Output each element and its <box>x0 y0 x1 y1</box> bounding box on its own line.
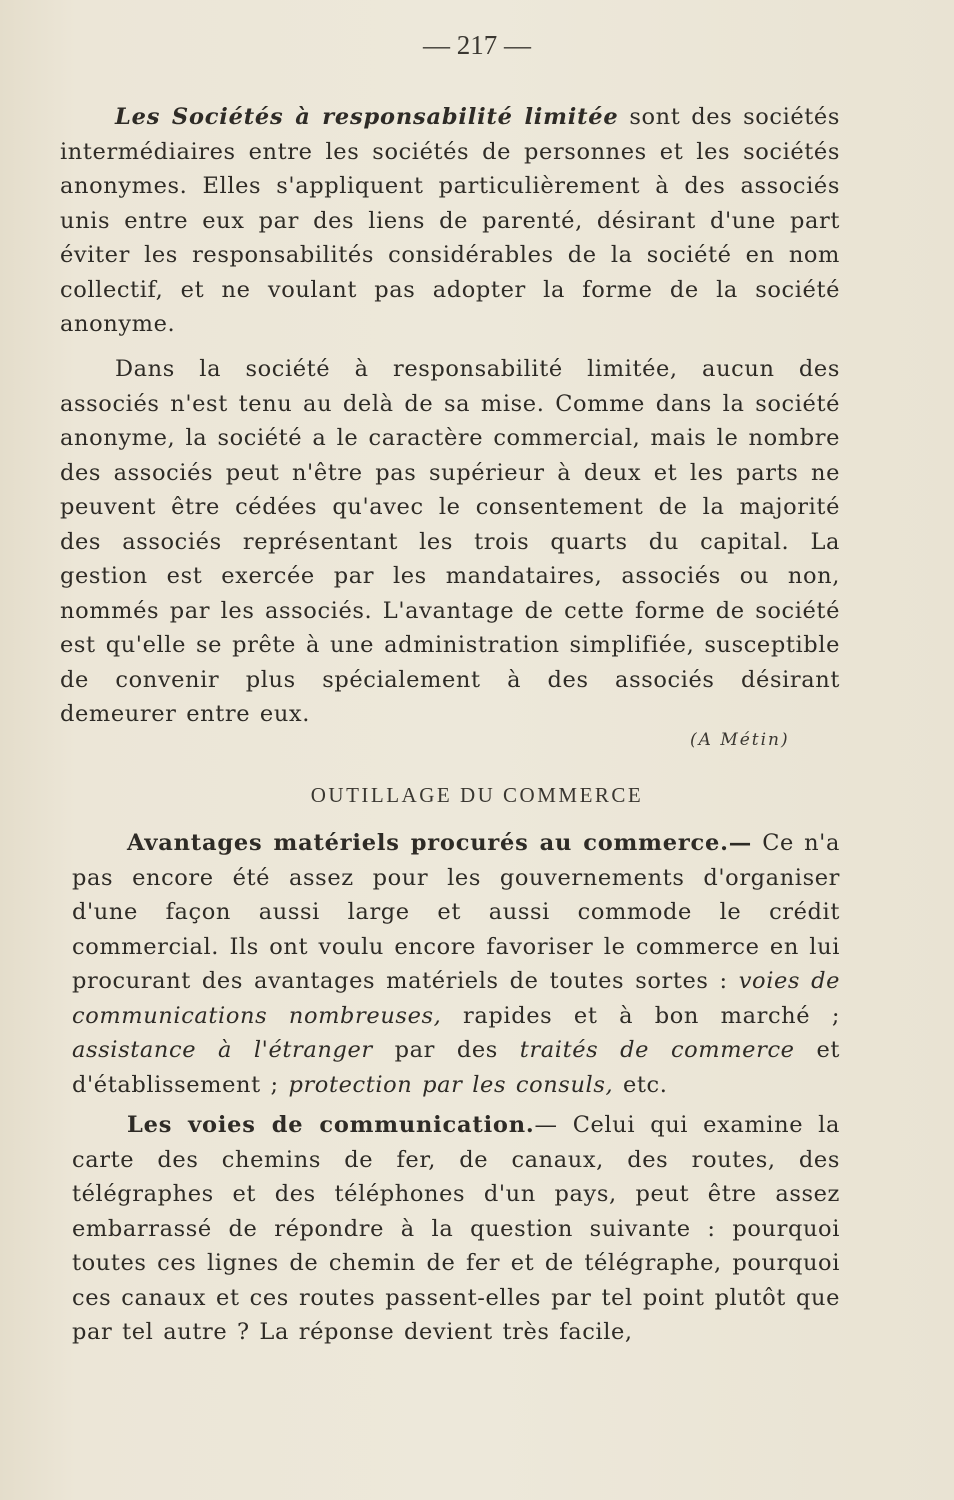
paragraph-responsabilite-associes <box>60 352 840 732</box>
paragraph-avantages-materiels: Avantages matériels procurés au commerce.— Ce n'a pas encore été assez pour les gouvernements d'organiser d'une façon aussi large et aussi commode le crédit commercial. Ils ont voulu encore favoriser le commerce en lui procurant des avantages matériels de toutes sortes : voies de communications nombreuses, rapides et à bon marché ; assistance à l'étranger par des traités de commerce et d'établissement ; protection par les consuls, etc. <box>72 830 841 1098</box>
emphasis-voies-communications: voies de communications nombreuses, <box>72 968 840 1029</box>
emphasis-traites-commerce: traités de commerce <box>519 1037 795 1063</box>
section-heading: OUTILLAGE DU COMMERCE <box>310 783 644 807</box>
paragraph-voies-communication <box>72 1108 840 1350</box>
subheading-voies-communication: Les voies de communication. <box>127 1112 535 1138</box>
paragraph-societes-responsabilite-limitee <box>60 100 840 342</box>
subheading-avantages-materiels: Avantages matériels procurés au commerce.— <box>127 830 753 856</box>
paragraph-4-text: — Celui qui examine la carte des chemins de fer, de canaux, des routes, des télégraphes et des téléphones d'un pays, peut être assez embarrassé de répondre à la question suivante : pourquoi toutes ces lignes de chemin de fer et de télégraphe, pourquoi ces canaux et ces routes passent-elles par tel point plutôt que par tel autre ? La réponse devient très facile, <box>72 1112 840 1345</box>
paragraph-1-text: sont des sociétés intermédiaires entre les sociétés de personnes et les sociétés anonymes. Elles s'appliquent particulièrement à des associés unis entre eux par des liens de parenté, désirant d'une part éviter les responsabilités considérables de la société en nom collectif, et ne voulant pas adopter la forme de la société anonyme. <box>60 104 840 337</box>
page-number: — 217 — <box>423 30 531 60</box>
attribution: (A Métin) <box>690 730 790 750</box>
emphasis-assistance-etranger: assistance à l'étranger <box>72 1037 373 1063</box>
emphasis-protection-consuls: protection par les consuls, <box>288 1071 614 1098</box>
paragraph-2-text: Dans la société à responsabilité limitée, aucun des associés n'est tenu au delà de sa mise. Comme dans la société anonyme, la société a le caractère commercial, mais le nombre des associés peut n'être pas supérieur à deux et les parts ne peuvent être cédées qu'avec le consentement de la majorité des associés représentant les trois quarts du capital. La gestion est exercée par les mandataires, associés ou non, nommés par les associés. L'avantage de cette forme de société est qu'elle se prête à une administration simplifiée, susceptible de convenir plus spécialement à des associés désirant demeurer entre eux. <box>60 356 840 727</box>
term-societes-responsabilite-limitee: Les Sociétés à responsabilité limitée <box>115 104 619 130</box>
